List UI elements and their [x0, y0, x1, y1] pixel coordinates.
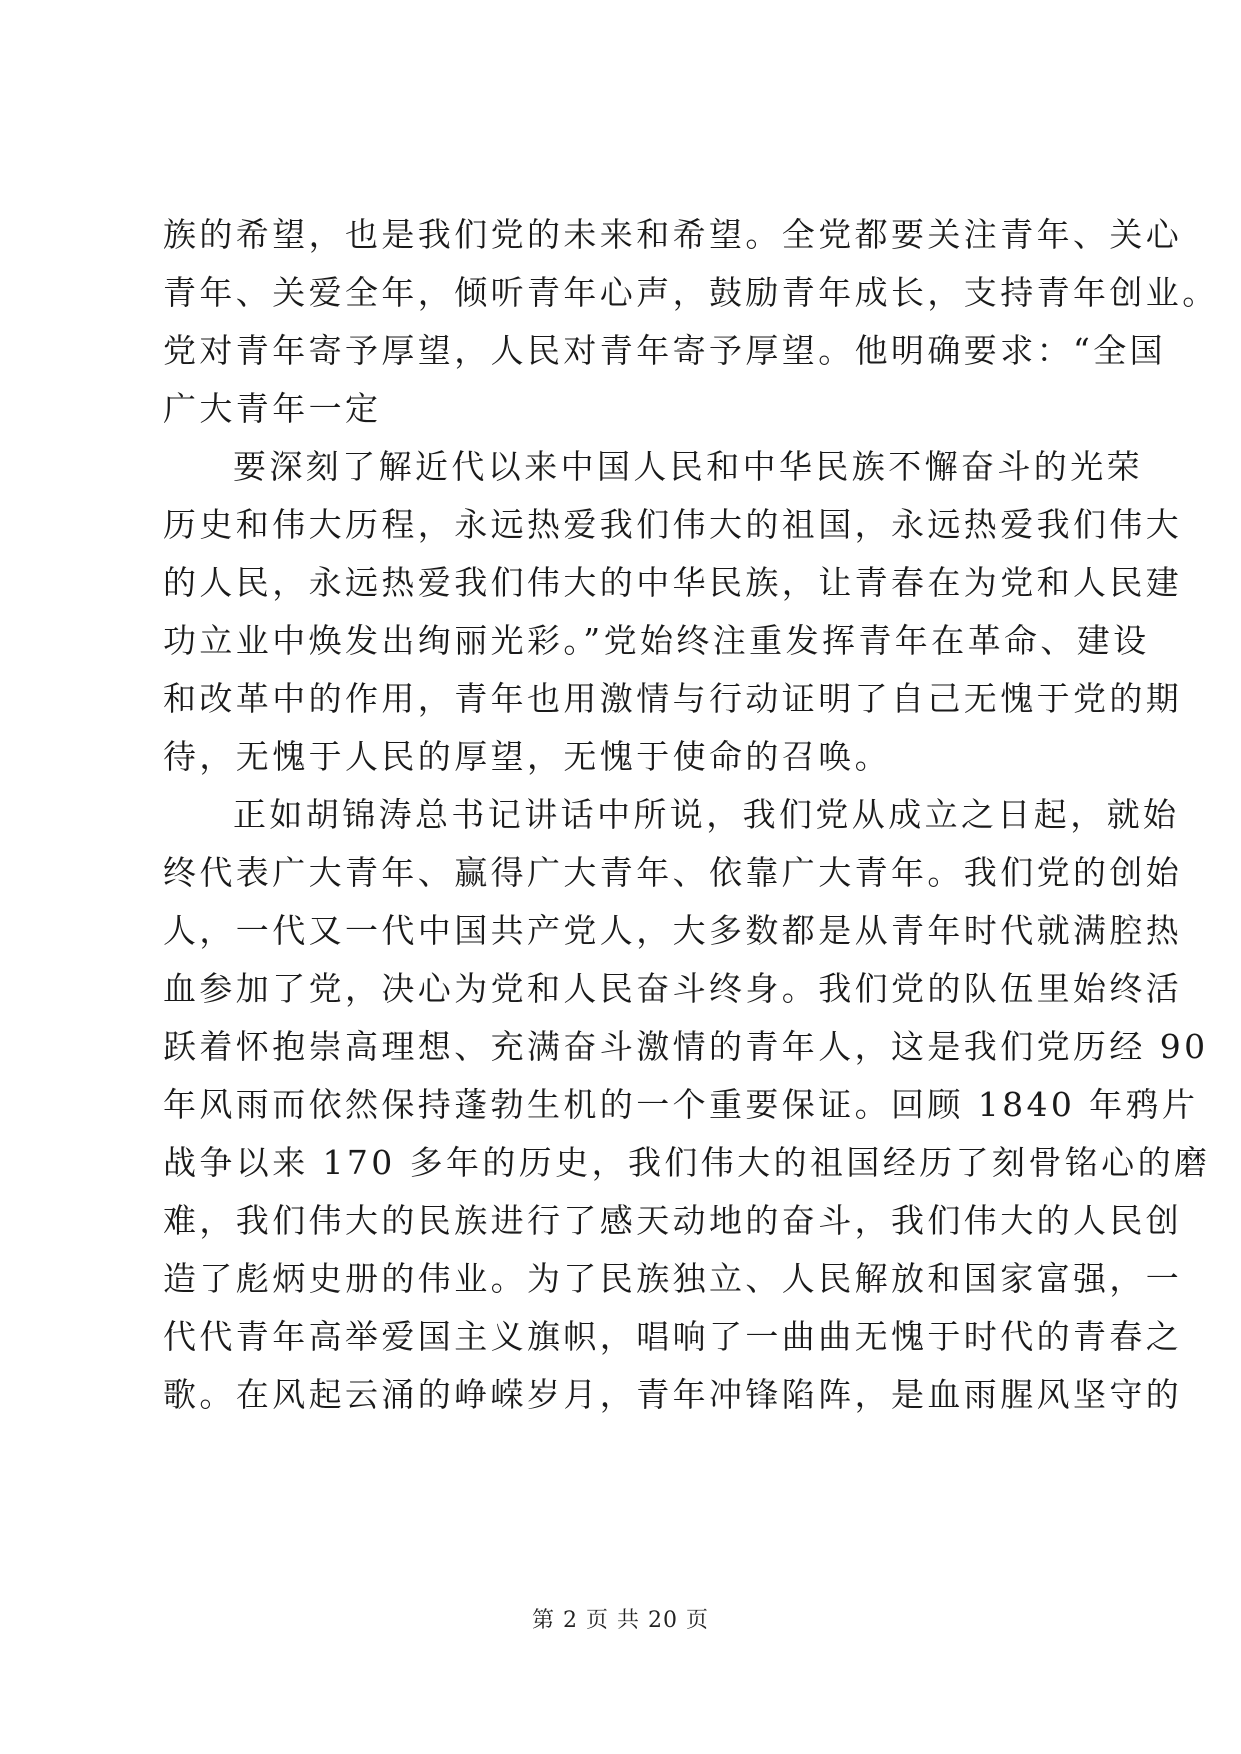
text-line: 青年、关爱全年，倾听青年心声，鼓励青年成长，支持青年创业。: [163, 273, 1219, 312]
paragraph-1: [163, 206, 1219, 438]
paragraph-3: [163, 786, 1211, 1424]
text-line: 难，我们伟大的民族进行了感天动地的奋斗，我们伟大的人民创: [163, 1201, 1183, 1240]
text-line: 广大青年一定: [163, 389, 382, 428]
text-line: 正如胡锦涛总书记讲话中所说，我们党从成立之日起，就始: [233, 795, 1180, 834]
text-line: 历史和伟大历程，永远热爱我们伟大的祖国，永远热爱我们伟大: [163, 505, 1183, 544]
page-number: 第 2 页 共 20 页: [532, 1608, 709, 1633]
text-line: 待，无愧于人民的厚望，无愧于使命的召唤。: [163, 737, 891, 776]
text-line: 战争以来 170 多年的历史，我们伟大的祖国经历了刻骨铭心的磨: [163, 1143, 1211, 1182]
text-line: 造了彪炳史册的伟业。为了民族独立、人民解放和国家富强，一: [163, 1259, 1183, 1298]
text-line: 和改革中的作用，青年也用激情与行动证明了自己无愧于党的期: [163, 679, 1183, 718]
text-line: 要深刻了解近代以来中国人民和中华民族不懈奋斗的光荣: [233, 447, 1143, 486]
text-line: 歌。在风起云涌的峥嵘岁月，青年冲锋陷阵，是血雨腥风坚守的: [163, 1375, 1183, 1414]
text-line: 年风雨而依然保持蓬勃生机的一个重要保证。回顾 1840 年鸦片: [163, 1085, 1199, 1124]
text-line: 跃着怀抱崇高理想、充满奋斗激情的青年人，这是我们党历经 90: [163, 1027, 1209, 1066]
text-line: 的人民，永远热爱我们伟大的中华民族，让青春在为党和人民建: [163, 563, 1183, 602]
paragraph-2: [163, 438, 1183, 786]
text-line: 终代表广大青年、赢得广大青年、依靠广大青年。我们党的创始: [163, 853, 1183, 892]
text-line: 党对青年寄予厚望，人民对青年寄予厚望。他明确要求：“全国: [163, 331, 1167, 370]
text-line: 功立业中焕发出绚丽光彩。”党始终注重发挥青年在革命、建设: [163, 621, 1150, 660]
document-body: [163, 206, 1219, 1424]
text-line: 血参加了党，决心为党和人民奋斗终身。我们党的队伍里始终活: [163, 969, 1183, 1008]
text-line: 族的希望，也是我们党的未来和希望。全党都要关注青年、关心: [163, 215, 1183, 254]
text-line: 代代青年高举爱国主义旗帜，唱响了一曲曲无愧于时代的青春之: [163, 1317, 1183, 1356]
text-line: 人，一代又一代中国共产党人，大多数都是从青年时代就满腔热: [163, 911, 1183, 950]
